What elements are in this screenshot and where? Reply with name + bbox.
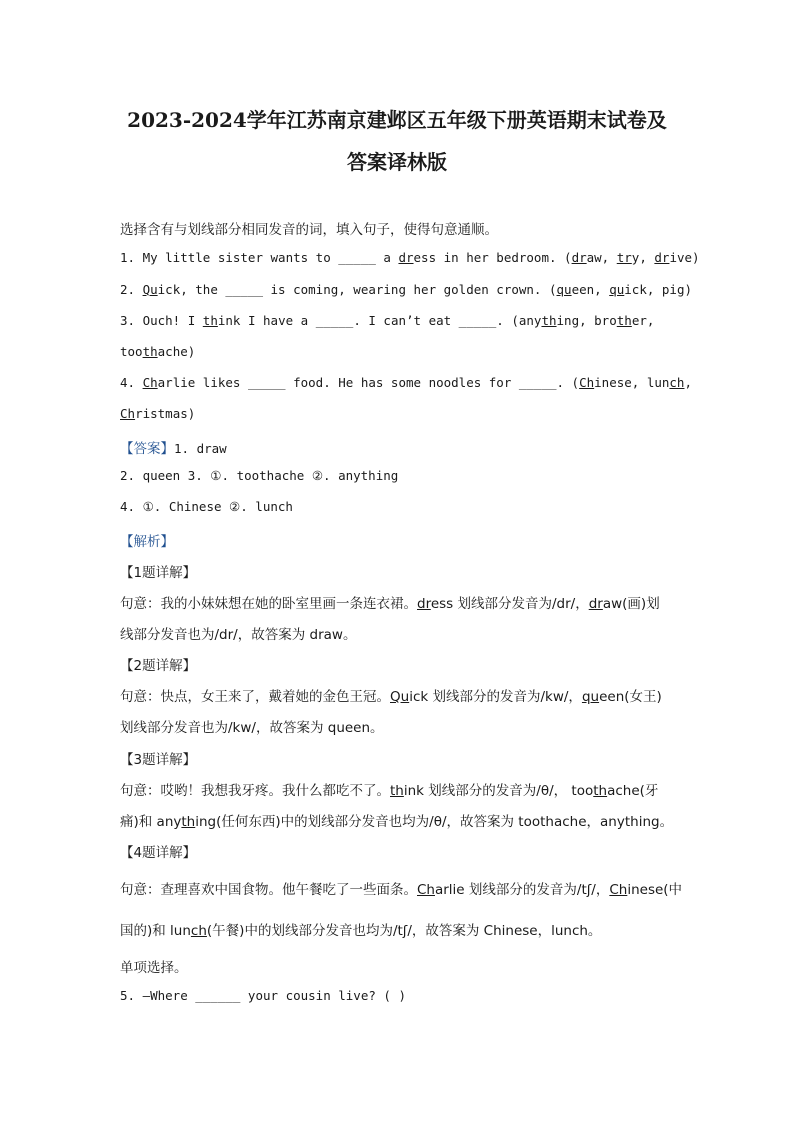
analysis-1-line-2: 线部分发音也为/dr/，故答案为 draw。 <box>120 627 357 643</box>
analysis-3-line-1: 句意：哎哟！我想我牙疼。我什么都吃不了。think 划线部分的发音为/θ/， toothache(牙 <box>120 783 659 799</box>
question-5: 5. —Where ______ your cousin live? ( ) <box>120 988 406 1003</box>
analysis-heading-4: 【4题详解】 <box>120 845 197 861</box>
question-3: 3. Ouch! I think I have a _____. I can’t eat _____. (anything, brother, <box>120 313 655 328</box>
question-2: 2. Quick, the _____ is coming, wearing her golden crown. (queen, quick, pig) <box>120 282 693 297</box>
question-3-continued: toothache) <box>120 344 196 359</box>
answer-line-2: 2. queen 3. ①. toothache ②. anything <box>120 468 399 483</box>
analysis-4-line-2: 国的)和 lunch(午餐)中的划线部分发音也均为/tʃ/，故答案为 Chinese，lunch。 <box>120 923 602 939</box>
question-4-continued: Christmas) <box>120 406 196 421</box>
analysis-2-line-1: 句意：快点，女王来了，戴着她的金色王冠。Quick 划线部分的发音为/kw/，queen(女王) <box>120 689 662 705</box>
analysis-2-line-2: 划线部分发音也为/kw/，故答案为 queen。 <box>120 720 384 736</box>
analysis-3-line-2: 痛)和 anything(任何东西)中的划线部分发音也均为/θ/，故答案为 toothache，anything。 <box>120 814 674 830</box>
analysis-heading-2: 【2题详解】 <box>120 658 197 674</box>
answer-line-3: 4. ①. Chinese ②. lunch <box>120 499 293 514</box>
answer-line-1: 【答案】1. draw <box>120 441 227 457</box>
question-4: 4. Charlie likes _____ food. He has some noodles for _____. (Chinese, lunch, <box>120 375 692 390</box>
analysis-heading-1: 【1题详解】 <box>120 565 197 581</box>
answer-label: 【答案】 <box>120 441 174 457</box>
analysis-4-line-1: 句意：查理喜欢中国食物。他午餐吃了一些面条。Charlie 划线部分的发音为/tʃ/，Chinese(中 <box>120 882 683 898</box>
analysis-heading-3: 【3题详解】 <box>120 752 197 768</box>
analysis-1-line-1: 句意：我的小妹妹想在她的卧室里画一条连衣裙。dress 划线部分发音为/dr/，draw(画)划 <box>120 596 660 612</box>
title-line-2: 答案译林版 <box>347 150 447 174</box>
title-line-1: 2023-2024学年江苏南京建邺区五年级下册英语期末试卷及 <box>127 108 667 132</box>
question-1: 1. My little sister wants to _____ a dress in her bedroom. (draw, try, drive) <box>120 250 700 265</box>
instructions: 选择含有与划线部分相同发音的词，填入句子，使得句意通顺。 <box>120 222 498 238</box>
section-heading: 单项选择。 <box>120 960 188 976</box>
analysis-label: 【解析】 <box>120 534 174 550</box>
